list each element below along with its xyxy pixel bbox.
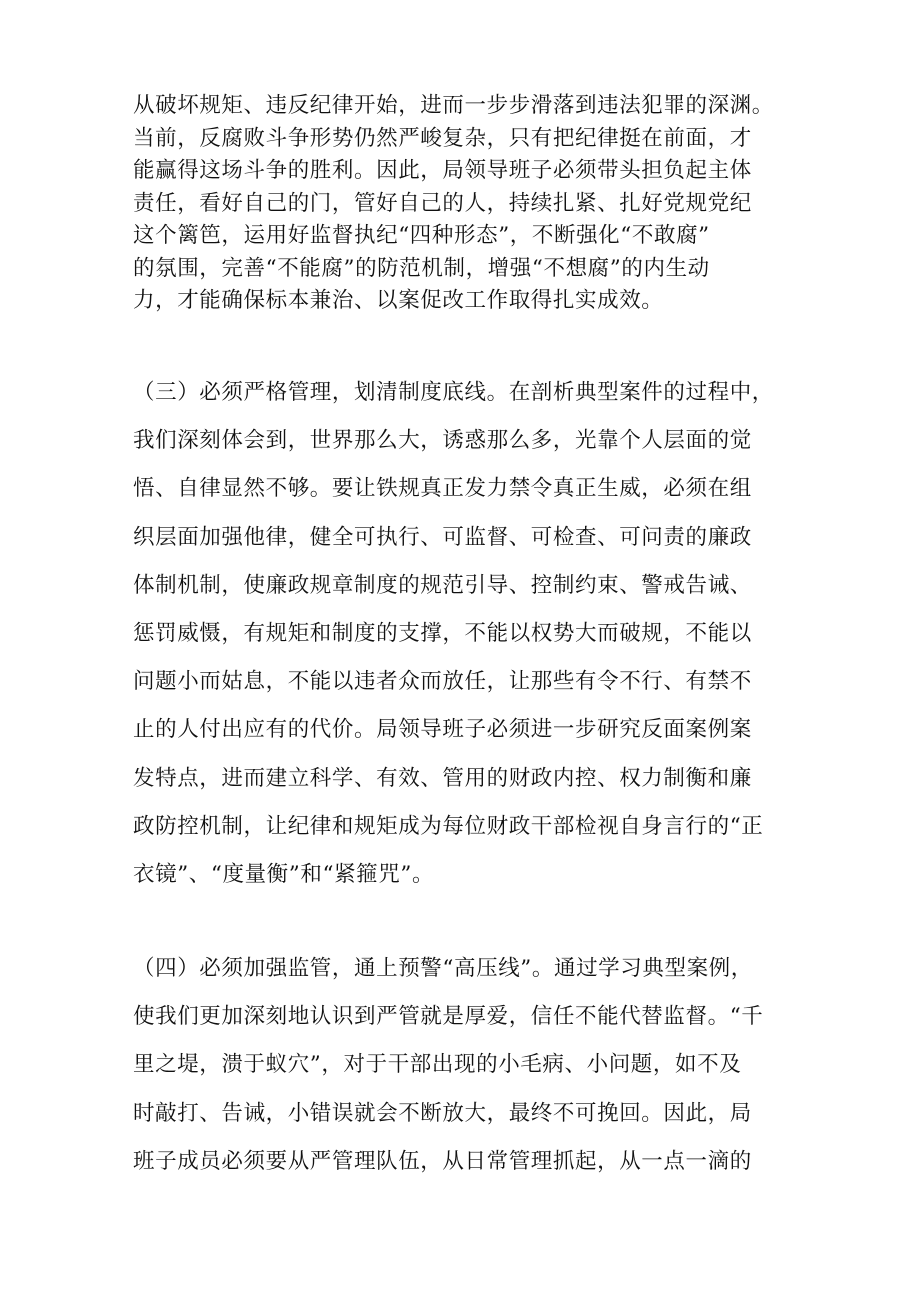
text-line: 衣镜”、“度量衡”和“紧箍咒”。 bbox=[133, 861, 435, 887]
text-line: （三）必须严格管理，划清制度底线。在剖析典型案件的过程中， bbox=[133, 380, 774, 405]
text-line: 止的人付出应有的代价。局领导班子必须进一步研究反面案例案 bbox=[133, 717, 752, 743]
text-line: 政防控机制，让纪律和规矩成为每位财政干部检视自身言行的“正 bbox=[133, 813, 764, 839]
text-line: 当前，反腐败斗争形势仍然严峻复杂，只有把纪律挺在前面，才 bbox=[133, 125, 752, 151]
text-line: 力，才能确保标本兼治、以案促改工作取得扎实成效。 bbox=[133, 288, 664, 313]
text-line: 问题小而姑息，不能以违者众而放任，让那些有令不行、有禁不 bbox=[133, 669, 752, 695]
text-line: 体制机制，使廉政规章制度的规范引导、控制约束、警戒告诫、 bbox=[133, 572, 752, 598]
text-line: 时敲打、告诫，小错误就会不断放大，最终不可挽回。因此，局 bbox=[133, 1100, 752, 1126]
text-line: 里之堤，溃于蚁穴”，对于干部出现的小毛病、小问题，如不及 bbox=[133, 1052, 742, 1078]
text-line: 悟、自律显然不够。要让铁规真正发力禁令真正生威，必须在组 bbox=[133, 476, 752, 502]
text-line: 从破坏规矩、违反纪律开始，进而一步步滑落到违法犯罪的深渊。 bbox=[133, 93, 774, 118]
text-line: 惩罚威慑，有规矩和制度的支撑，不能以权势大而破规，不能以 bbox=[133, 620, 752, 646]
text-line: 织层面加强他律，健全可执行、可监督、可检查、可问责的廉政 bbox=[133, 524, 752, 550]
text-line: 使我们更加深刻地认识到严管就是厚爱，信任不能代替监督。“千 bbox=[133, 1004, 764, 1030]
text-line: 发特点，进而建立科学、有效、管用的财政内控、权力制衡和廉 bbox=[133, 765, 752, 791]
paragraph-section-4 bbox=[133, 945, 793, 1186]
text-line: 能赢得这场斗争的胜利。因此，局领导班子必须带头担负起主体 bbox=[133, 158, 752, 183]
text-line: （四）必须加强监管，通上预警“高压线”。通过学习典型案例， bbox=[133, 956, 753, 981]
text-line: 我们深刻体会到，世界那么大，诱惑那么多，光靠个人层面的觉 bbox=[133, 428, 752, 454]
text-line: 责任，看好自己的门，管好自己的人，持续扎紧、扎好党规党纪 bbox=[133, 190, 752, 216]
text-line: 班子成员必须要从严管理队伍，从日常管理抓起，从一点一滴的 bbox=[133, 1148, 752, 1174]
paragraph-section-3 bbox=[133, 369, 793, 899]
text-line: 的氛围，完善“不能腐”的防范机制，增强“不想腐”的内生动 bbox=[133, 255, 710, 281]
text-line: 这个篱笆，运用好监督执纪“四种形态”，不断强化“不敢腐” bbox=[133, 223, 710, 248]
paragraph-continuation bbox=[133, 90, 793, 318]
